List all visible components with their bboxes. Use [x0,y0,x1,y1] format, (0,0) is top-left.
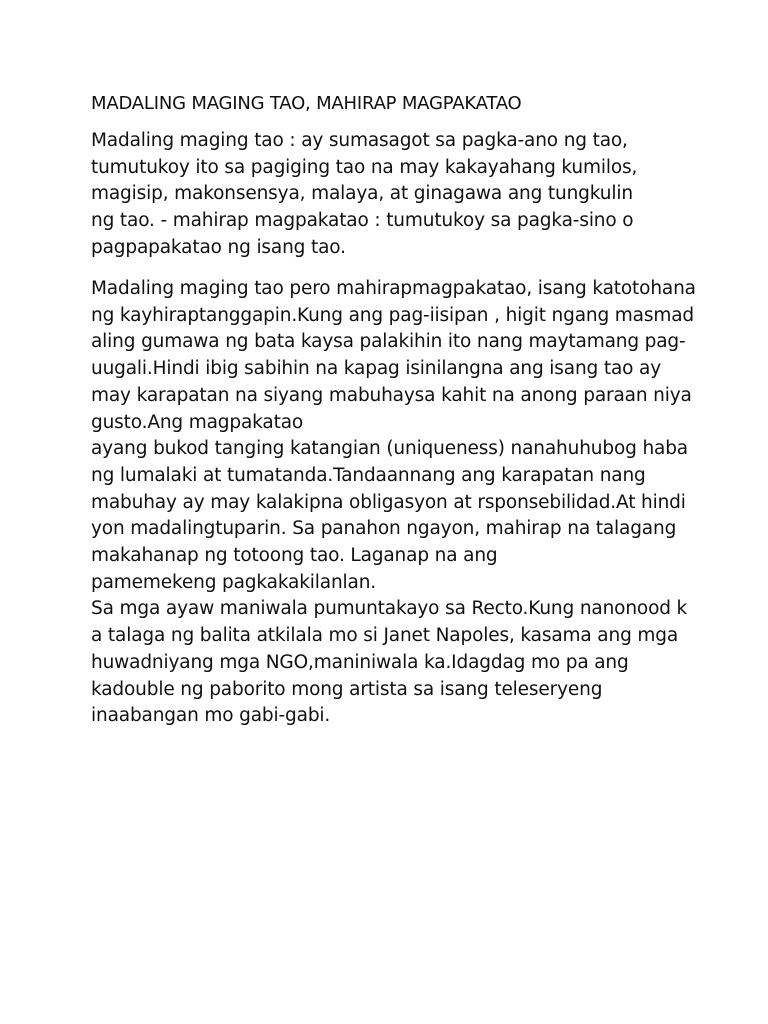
text-line: kadouble ng paborito mong artista sa isang teleseryeng [91,678,603,700]
text-line: Sa mga ayaw maniwala pumuntakayo sa Recto.Kung nanonood k [91,598,688,620]
text-line: pagpapakatao ng isang tao. [91,236,346,258]
document-title: MADALING MAGING TAO, MAHIRAP MAGPAKATAO [91,93,522,114]
text-line: ng lumalaki at tumatanda.Tandaannang ang karapatan nang [91,464,646,486]
text-line: uugali.Hindi ibig sabihin na kapag isinilangna ang isang tao ay [91,358,662,380]
text-line: a talaga ng balita atkilala mo si Janet Napoles, kasama ang mga [91,625,679,647]
text-line: gusto.Ang magpakatao [91,411,304,433]
paragraph-essay [91,276,711,730]
text-line: Madaling maging tao : ay sumasagot sa pagka-ano ng tao, [91,130,628,151]
text-line: makahanap ng totoong tao. Laganap na ang [91,545,498,567]
text-line: huwadniyang mga NGO,maniniwala ka.Idagdag mo pa ang [91,651,629,673]
text-line: aling gumawa ng bata kaysa palakihin ito nang maytamang pag- [91,331,686,353]
paragraph-definition [91,128,711,262]
text-line: ng kayhiraptanggapin.Kung ang pag-iisipan , higit ngang masmad [91,304,695,326]
text-line: magisip, makonsensya, malaya, at ginagawa ang tungkulin [91,183,633,205]
text-line: inaabangan mo gabi-gabi. [91,705,331,727]
text-line: may karapatan na siyang mabuhaysa kahit na anong paraan niya [91,384,692,406]
text-line: yon madalingtuparin. Sa panahon ngayon, mahirap na talagang [91,518,677,540]
text-line: Madaling maging tao pero mahirapmagpakatao, isang katotohana [91,278,696,299]
text-line: mabuhay ay may kalakipna obligasyon at rsponsebilidad.At hindi [91,491,686,513]
text-line: tumutukoy ito sa pagiging tao na may kakayahang kumilos, [91,156,638,178]
text-line: pamemekeng pagkakakilanlan. [91,571,377,593]
text-line: ayang bukod tanging katangian (uniqueness) nanahuhubog haba [91,438,688,460]
text-line: ng tao. - mahirap magpakatao : tumutukoy sa pagka-sino o [91,210,634,232]
